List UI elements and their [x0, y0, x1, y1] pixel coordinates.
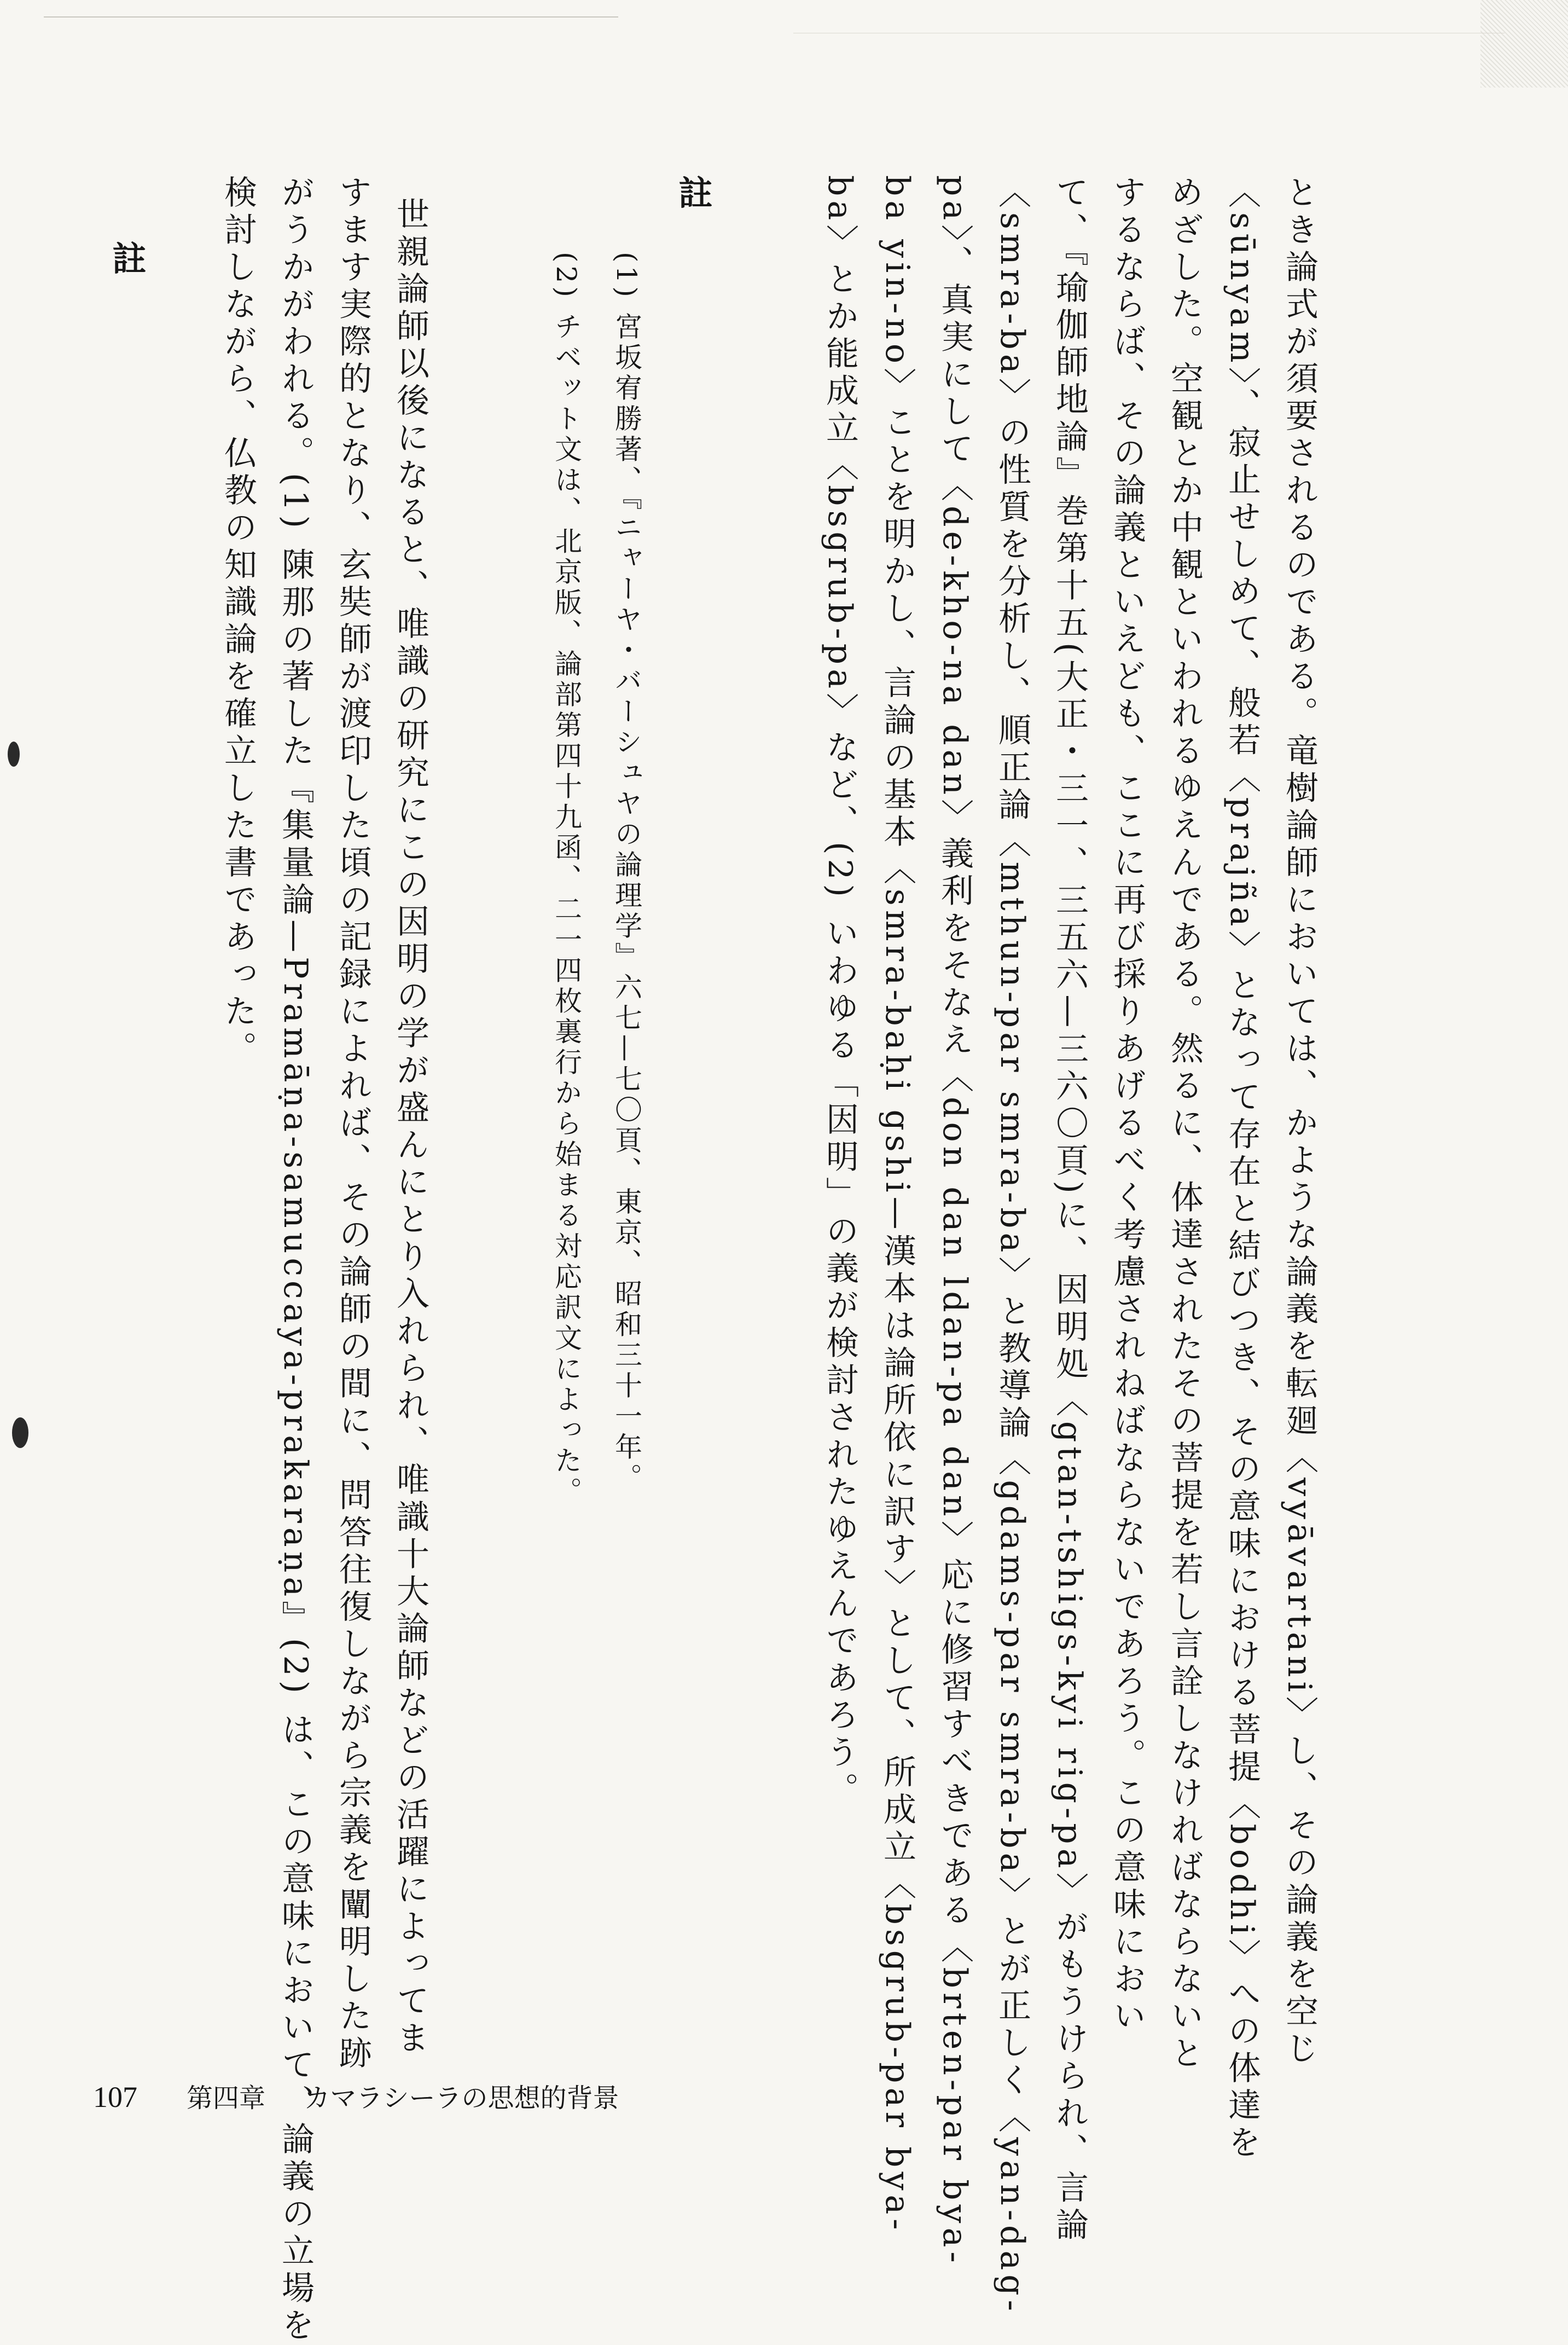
scan-corner-noise [1480, 0, 1568, 88]
chapter-label: 第四章 [187, 2083, 266, 2114]
body-column: ba yin-no〉ことを明かし、言論の基本〈smra-baḥi gshi—漢本は論所依に訳す〉として、所成立〈bsgrub-par bya- [878, 175, 916, 2234]
body-column: 検討しながら、仏教の知識論を確立した書であった。 [219, 175, 257, 1068]
binding-hole-mark [8, 742, 20, 767]
body-column: 〈sūnyam〉、寂止せしめて、般若〈prajña〉となって存在と結びつき、その意味における菩提〈bodhi〉への体達を [1223, 175, 1261, 2163]
body-column: するならば、その論義といえども、ここに再び採りあげるべく考慮されねばならないであろう。この意味におい [1108, 175, 1146, 2036]
body-column: とき論式が須要されるのである。竜樹論師においては、かような論義を転廻〈vyāvartani〉し、その論義を空じ [1280, 175, 1319, 2069]
body-column: 世親論師以後になると、唯識の研究にこの因明の学が盛んにとり入れられ、唯識十大論師などの活躍によってま [391, 197, 429, 2058]
body-column: すます実際的となり、玄奘師が渡印した頃の記録によれば、その論師の間に、問答往復しながら宗義を闡明した跡 [334, 175, 372, 2073]
chapter-title: カマラシーラの思想的背景 [304, 2083, 619, 2114]
footnote-1: (1) 宮坂宥勝著、『ニャーヤ・バーシュヤの論理学』六七—七〇頁、東京、昭和三十一年。 [611, 252, 642, 1494]
section-heading: 註 [107, 241, 147, 279]
body-column: pa〉、真実にして〈de-kho-na dan〉義利をそなえ〈don dan ldan-pa dan〉応に修習すべきである〈brten-par bya- [936, 175, 974, 2267]
page-footer [93, 2077, 619, 2115]
notes-heading: 註 [673, 175, 713, 213]
body-column: 〈smra-ba〉の性質を分析し、順正論〈mthun-par smra-ba〉と教導論〈gdams-par smra-ba〉とが正しく〈yan-dag- [993, 175, 1031, 2315]
body-column: がうかがわれる。(1) 陳那の著した『集量論—Pramāṇa-samuccaya-prakaraṇa』(2) は、この意味において、論義の立場を [276, 175, 315, 2345]
scan-artifact-line [44, 16, 618, 18]
page-number: 107 [93, 2081, 137, 2114]
body-column: ba〉とか能成立〈bsgrub-pa〉など、(2) いわゆる「因明」の義が検討されたゆえんであろう。 [821, 175, 859, 1810]
binding-hole-mark [12, 1417, 28, 1448]
body-column: めざした。空観とか中観といわれるゆえんである。然るに、体達されたその菩提を若し言詮しなければならないと [1165, 175, 1204, 2073]
footnote-2: (2) チベット文は、北京版、論部第四十九函、二一四枚裏行から始まる対応訳文によった。 [550, 252, 582, 1508]
body-column: て、『瑜伽師地論』巻第十五(大正・三一、三五六—三六〇頁)に、因明処〈gtan-tshigs-kyi rig-pa〉がもうけられ、言論 [1050, 175, 1089, 2245]
